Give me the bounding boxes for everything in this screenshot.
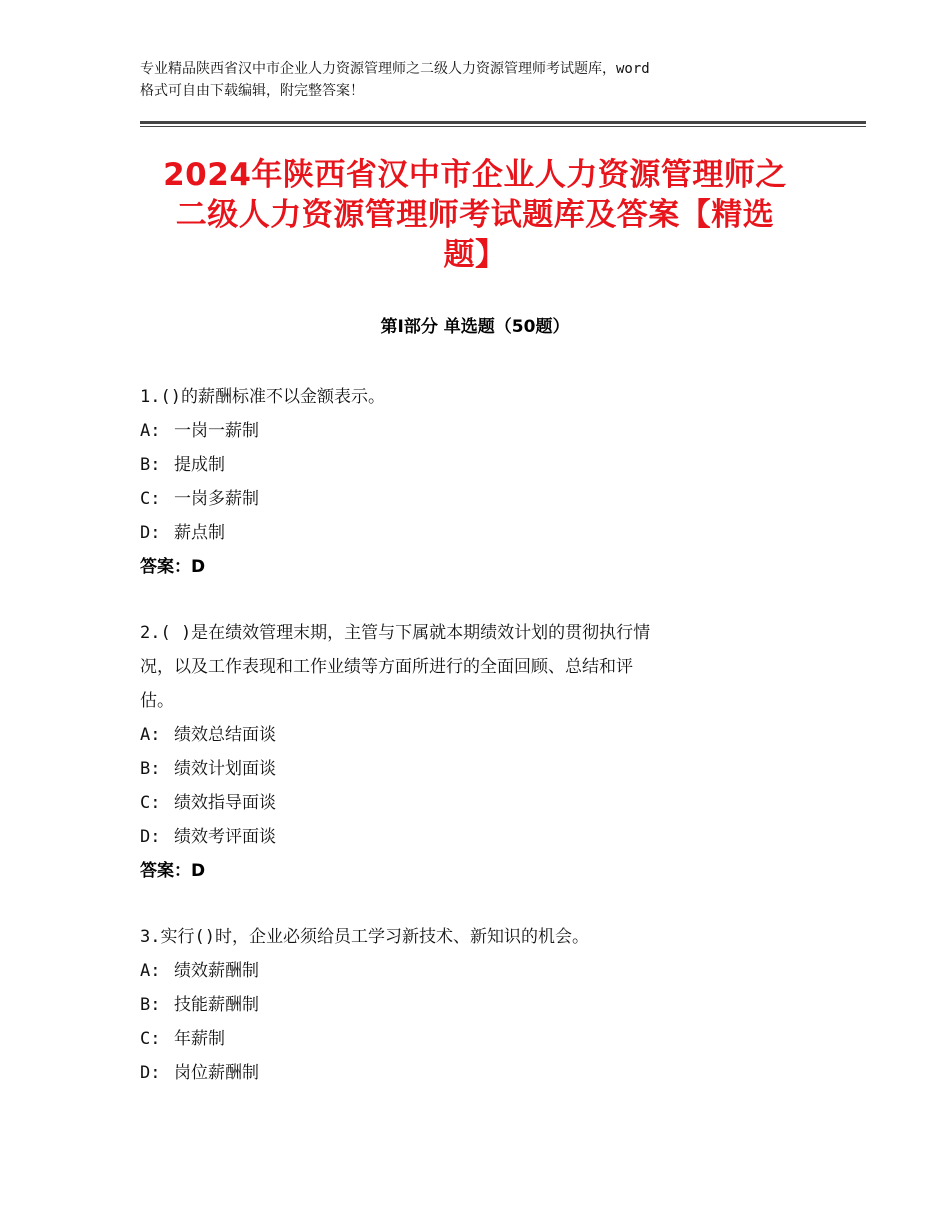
option-b: [140, 752, 800, 786]
header-note-line-2: 格式可自由下载编辑，附完整答案！: [140, 83, 364, 99]
question-1: [140, 380, 800, 584]
option-text: 绩效总结面谈: [174, 725, 276, 745]
option-key: B:: [140, 759, 161, 779]
document-title-line-3: 题】: [443, 237, 507, 273]
document-title-line-2: 二级人力资源管理师考试题库及答案【精选: [175, 197, 775, 233]
document-title: [110, 155, 840, 275]
option-key: C:: [140, 1029, 161, 1049]
header-note-line-1: 专业精品陕西省汉中市企业人力资源管理师之二级人力资源管理师考试题库，word: [140, 61, 650, 77]
option-text: 绩效计划面谈: [174, 759, 276, 779]
question-stem-line-2: 况，以及工作表现和工作业绩等方面所进行的全面回顾、总结和评: [140, 657, 633, 677]
header-note: [140, 58, 840, 102]
question-3: [140, 920, 800, 1090]
question-stem: 1.()的薪酬标准不以金额表示。: [140, 387, 385, 407]
option-b: [140, 448, 800, 482]
answer-line: 答案：D: [140, 557, 206, 577]
option-key: B:: [140, 455, 161, 475]
option-key: D:: [140, 523, 161, 543]
question-list: [140, 380, 800, 1122]
question-stem: 3.实行()时，企业必须给员工学习新技术、新知识的机会。: [140, 927, 589, 947]
option-c: [140, 786, 800, 820]
question-2: [140, 616, 800, 888]
option-text: 岗位薪酬制: [174, 1063, 259, 1083]
option-d: [140, 1056, 800, 1090]
option-c: [140, 482, 800, 516]
option-text: 薪点制: [174, 523, 225, 543]
option-b: [140, 988, 800, 1022]
option-d: [140, 516, 800, 550]
option-key: B:: [140, 995, 161, 1015]
document-title-line-1: 2024年陕西省汉中市企业人力资源管理师之: [163, 157, 787, 193]
option-key: D:: [140, 827, 161, 847]
option-text: 一岗一薪制: [174, 421, 259, 441]
option-text: 绩效薪酬制: [174, 961, 259, 981]
option-key: D:: [140, 1063, 161, 1083]
option-key: A:: [140, 725, 161, 745]
option-text: 一岗多薪制: [174, 489, 259, 509]
question-stem-line-3: 估。: [140, 691, 174, 711]
option-a: [140, 954, 800, 988]
option-a: [140, 718, 800, 752]
section-heading: 第Ⅰ部分 单选题（50题）: [380, 317, 570, 337]
option-text: 技能薪酬制: [174, 995, 259, 1015]
option-text: 年薪制: [174, 1029, 225, 1049]
option-text: 提成制: [174, 455, 225, 475]
option-c: [140, 1022, 800, 1056]
option-key: C:: [140, 793, 161, 813]
question-stem-line-1: 2.( )是在绩效管理末期，主管与下属就本期绩效计划的贯彻执行情: [140, 623, 651, 643]
option-text: 绩效考评面谈: [174, 827, 276, 847]
answer-line: 答案：D: [140, 861, 206, 881]
option-d: [140, 820, 800, 854]
option-key: A:: [140, 421, 161, 441]
header-rule-thin: [140, 126, 866, 127]
option-key: A:: [140, 961, 161, 981]
header-rule-thick: [140, 121, 866, 124]
option-a: [140, 414, 800, 448]
option-key: C:: [140, 489, 161, 509]
option-text: 绩效指导面谈: [174, 793, 276, 813]
